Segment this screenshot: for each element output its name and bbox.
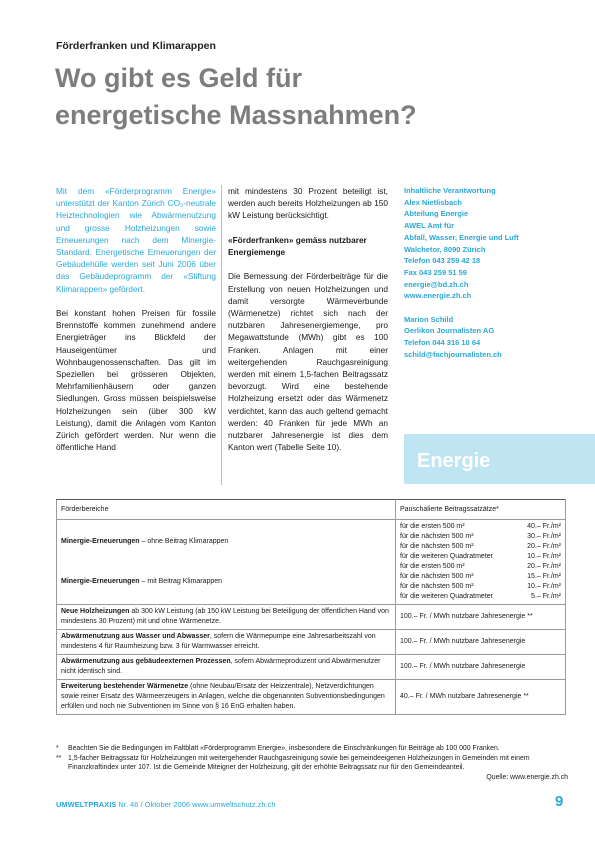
- column-divider: [221, 185, 222, 485]
- table-cell-area: [57, 680, 396, 715]
- body-paragraph-2: mit mindestens 30 Prozent beteiligt ist, werden auch bereits Holzheizungen ab 150 kW Leistung berücksichtigt.: [228, 186, 388, 221]
- area-title: Minergie-Erneuerungen: [61, 578, 140, 585]
- table-cell-rate: 100.– Fr. / MWh nutzbare Jahresenergie: [396, 655, 566, 680]
- page-footer: [56, 800, 276, 809]
- rate-line: [400, 572, 561, 582]
- table-row: [57, 680, 566, 715]
- area-text: – ohne Beitrag Klimarappen: [139, 538, 229, 545]
- funding-rates-table: [56, 499, 566, 715]
- table-header-cell: Förderbereiche: [57, 500, 396, 520]
- rate-value: 5.– Fr./m²: [531, 593, 561, 600]
- section-label-box: [404, 434, 595, 484]
- body-paragraph-3: Die Bemessung der Förderbeiträge für die Erstellung von neuen Holzheizungen und damit versorgte Wärmeverbunde (Wärmenetze) richtet sich nach der nutzbaren Jahresenergiemenge, pro Megawattstunde (MWh) gibt es 100 Franken. Anlagen mit einer weitergehenden Rauchgasreinigung werden mit einem 1,5-fachen Beitragssatz bevorzugt. Wird eine bestehende Holzheizung ersetzt oder das Wärmenetz verdichtet, kann das auch geltend gemacht werden: 40 Franken für jede MWh an nutzbarer Jahresenergie ist dies dem Kanton wert (Tabelle Seite 10).: [228, 271, 388, 453]
- rate-line: [400, 592, 561, 602]
- area-text: , sofern Abwärmeproduzent und Abwärmenutzer nicht identisch sind.: [61, 658, 381, 675]
- area-title: Erweiterung bestehender Wärmenetze: [61, 683, 189, 690]
- subheading: «Förderfranken» gemäss nutzbarer Energiemenge: [228, 234, 367, 257]
- area-title: Abwärmenutzung aus Wasser und Abwasser: [61, 633, 210, 640]
- contact-line: Marion Schild: [404, 314, 454, 324]
- rate-line: [400, 582, 561, 592]
- contact-line: Telefon 044 316 10 64: [404, 338, 481, 348]
- area-text: , sofern die Wärmepumpe eine Jahresarbeitszahl von mindestens 4 für Raumheizung bzw. 3 für Warmwasser erreicht.: [61, 633, 376, 650]
- rate-label: für die weiteren Quadratmeter: [400, 593, 493, 600]
- table-cell-area: [57, 520, 396, 605]
- rate-value: 30.– Fr./m²: [527, 533, 561, 540]
- article-column-2: [228, 185, 388, 466]
- contact-sidebar: [404, 185, 574, 372]
- section-kicker: Förderfranken und Klimarappen: [56, 40, 216, 52]
- footnote-marker: *: [56, 745, 59, 752]
- source-credit: Quelle: www.energie.zh.ch: [486, 773, 568, 781]
- publication-name: UMWELTPRAXIS: [56, 800, 117, 809]
- table-cell-rate: 100.– Fr. / MWh nutzbare Jahresenergie **: [396, 605, 566, 630]
- contact-block-journalist: [404, 314, 574, 361]
- headline-line-1: Wo gibt es Geld für: [55, 63, 303, 93]
- rate-value: 20.– Fr./m²: [527, 543, 561, 550]
- footnotes: [56, 744, 568, 782]
- footnote: [56, 754, 568, 773]
- footnote-text: Beachten Sie die Bedingungen im Faltblatt «Förderprogramm Energie», insbesondere die Einschränkungen für Beiträge ab 100 000 Franken.: [68, 745, 500, 752]
- rate-line: [400, 532, 561, 542]
- table-row: [57, 520, 566, 605]
- contact-line: Walchetor, 8090 Zürich: [404, 244, 486, 254]
- area-text: ab 300 kW Leistung (ab 150 kW Leistung bei Beteiligung der öffentlichen Hand von mindestens 30 Prozent) mit und ohne Wärmenetze.: [61, 608, 389, 625]
- table-cell-rate: [396, 520, 566, 605]
- area-title: Neue Holzheizungen: [61, 608, 130, 615]
- rate-value: 15.– Fr./m²: [527, 573, 561, 580]
- table-row: [57, 605, 566, 630]
- table-row: [57, 630, 566, 655]
- contact-line: Oerlikon Journalisten AG: [404, 326, 495, 336]
- table-cell-area: [57, 630, 396, 655]
- rate-label: für die weiteren Quadratmeter: [400, 553, 493, 560]
- section-label: Energie: [417, 450, 491, 472]
- contact-line: Inhaltliche Verantwortung: [404, 186, 496, 195]
- table-cell-area: [57, 655, 396, 680]
- table-cell-rate: 40.– Fr. / MWh nutzbare Jahresenergie **: [396, 680, 566, 715]
- page-number: 9: [555, 793, 564, 810]
- rate-label: für die nächsten 500 m²: [400, 533, 474, 540]
- lead-paragraph: Mit dem «Förderprogramm Energie» unterstützt der Kanton Zürich CO₂-neutrale Heiztechnologien wie Abwärmenutzung und grosse Holzheizungen sowie Erneuerungen nach dem Minergie-Standard. Energetische Erneuerungen der Gebäudehülle werden seit Juni 2006 über das Gebäudeprogramm der «Stiftung Klimarappen» gefördert.: [56, 186, 216, 294]
- rate-line: [400, 542, 561, 552]
- rate-line: [400, 552, 561, 562]
- area-text: (ohne Neubau/Ersatz der Heizzentrale), Netzverdichtungen sowie reiner Ersatz des Wärmeerzeugers in Anlagen, welche die obgenannten Subventionsbedingungen erfüllen und noch nie Subventionen im Sinne von § 16 EnG erhalten haben.: [61, 683, 385, 710]
- rate-label: für die nächsten 500 m²: [400, 573, 474, 580]
- rate-label: für die nächsten 500 m²: [400, 543, 474, 550]
- area-text: – mit Beitrag Klimarappen: [139, 578, 223, 585]
- contact-line: Alex Nietlisbach: [404, 197, 462, 207]
- area-title: Minergie-Erneuerungen: [61, 538, 140, 545]
- table-row: [57, 655, 566, 680]
- contact-website-link[interactable]: www.energie.zh.ch: [404, 291, 472, 301]
- contact-line: Telefon 043 259 42 18: [404, 256, 481, 266]
- contact-line: Abfall, Wasser, Energie und Luft: [404, 232, 519, 242]
- rate-value: 10.– Fr./m²: [527, 583, 561, 590]
- table-header-cell: Pauschalierte Beitragssatzätze*: [396, 500, 566, 520]
- rate-value: 10.– Fr./m²: [527, 553, 561, 560]
- body-paragraph-1: Bei konstant hohen Preisen für fossile Brennstoffe kommen zunehmend andere Energieträger ins Blickfeld der Hauseigentümer und Wohnbaugenossenschaften. Das gilt im Speziellen bei grösseren Objekten, Mehrfamilienhäusern oder ganzen Siedlungen. Gross müssen beispielsweise Holzheizungen sein (über 300 kW Leistung), damit die Anlagen vom Kanton Zürich gefördert werden. Nur wenn die öffentliche Hand: [56, 308, 216, 453]
- contact-block-awel: [404, 185, 574, 302]
- page-headline: [55, 60, 475, 134]
- footnote: [56, 744, 568, 754]
- table-cell-area: [57, 605, 396, 630]
- rate-list: [400, 522, 561, 602]
- headline-line-2: energetische Massnahmen?: [55, 100, 417, 130]
- contact-line: AWEL Amt für: [404, 221, 454, 231]
- issue-info: Nr. 46 / Oktober 2006 www.umweltschutz.zh.ch: [116, 800, 276, 809]
- rate-label: für die nächsten 500 m²: [400, 583, 474, 590]
- article-column-1: [56, 185, 216, 466]
- area-title: Abwärmenutzung aus gebäudeexternen Prozessen: [61, 658, 231, 665]
- contact-line: Fax 043 259 51 59: [404, 267, 467, 277]
- rate-line: [400, 522, 561, 532]
- rate-label: für die ersten 500 m²: [400, 563, 465, 570]
- rate-value: 40.– Fr./m²: [527, 523, 561, 530]
- footnote-marker: **: [56, 754, 62, 762]
- rate-line: [400, 562, 561, 572]
- contact-email-link[interactable]: energie@bd.zh.ch: [404, 279, 469, 289]
- rate-value: 20.– Fr./m²: [527, 563, 561, 570]
- table-header-row: [57, 500, 566, 520]
- contact-email-link[interactable]: schild@fachjournalisten.ch: [404, 349, 502, 359]
- table-cell-rate: 100.– Fr. / MWh nutzbare Jahresenergie: [396, 630, 566, 655]
- footnote-text: 1,5-facher Beitragssatz für Holzheizungen mit weitergehender Rauchgasreinigung sowie bei gemeindeeigenen Holzheizungen in Gemeinden mit einem Finanzkraftindex unter 107. Ist die Gemeinde Miteigner der Holzheizung, gilt der erhöhte Beitragssatz nur für den Gemeindeanteil.: [68, 754, 530, 772]
- rate-label: für die ersten 500 m²: [400, 523, 465, 530]
- contact-line: Abteilung Energie: [404, 209, 469, 219]
